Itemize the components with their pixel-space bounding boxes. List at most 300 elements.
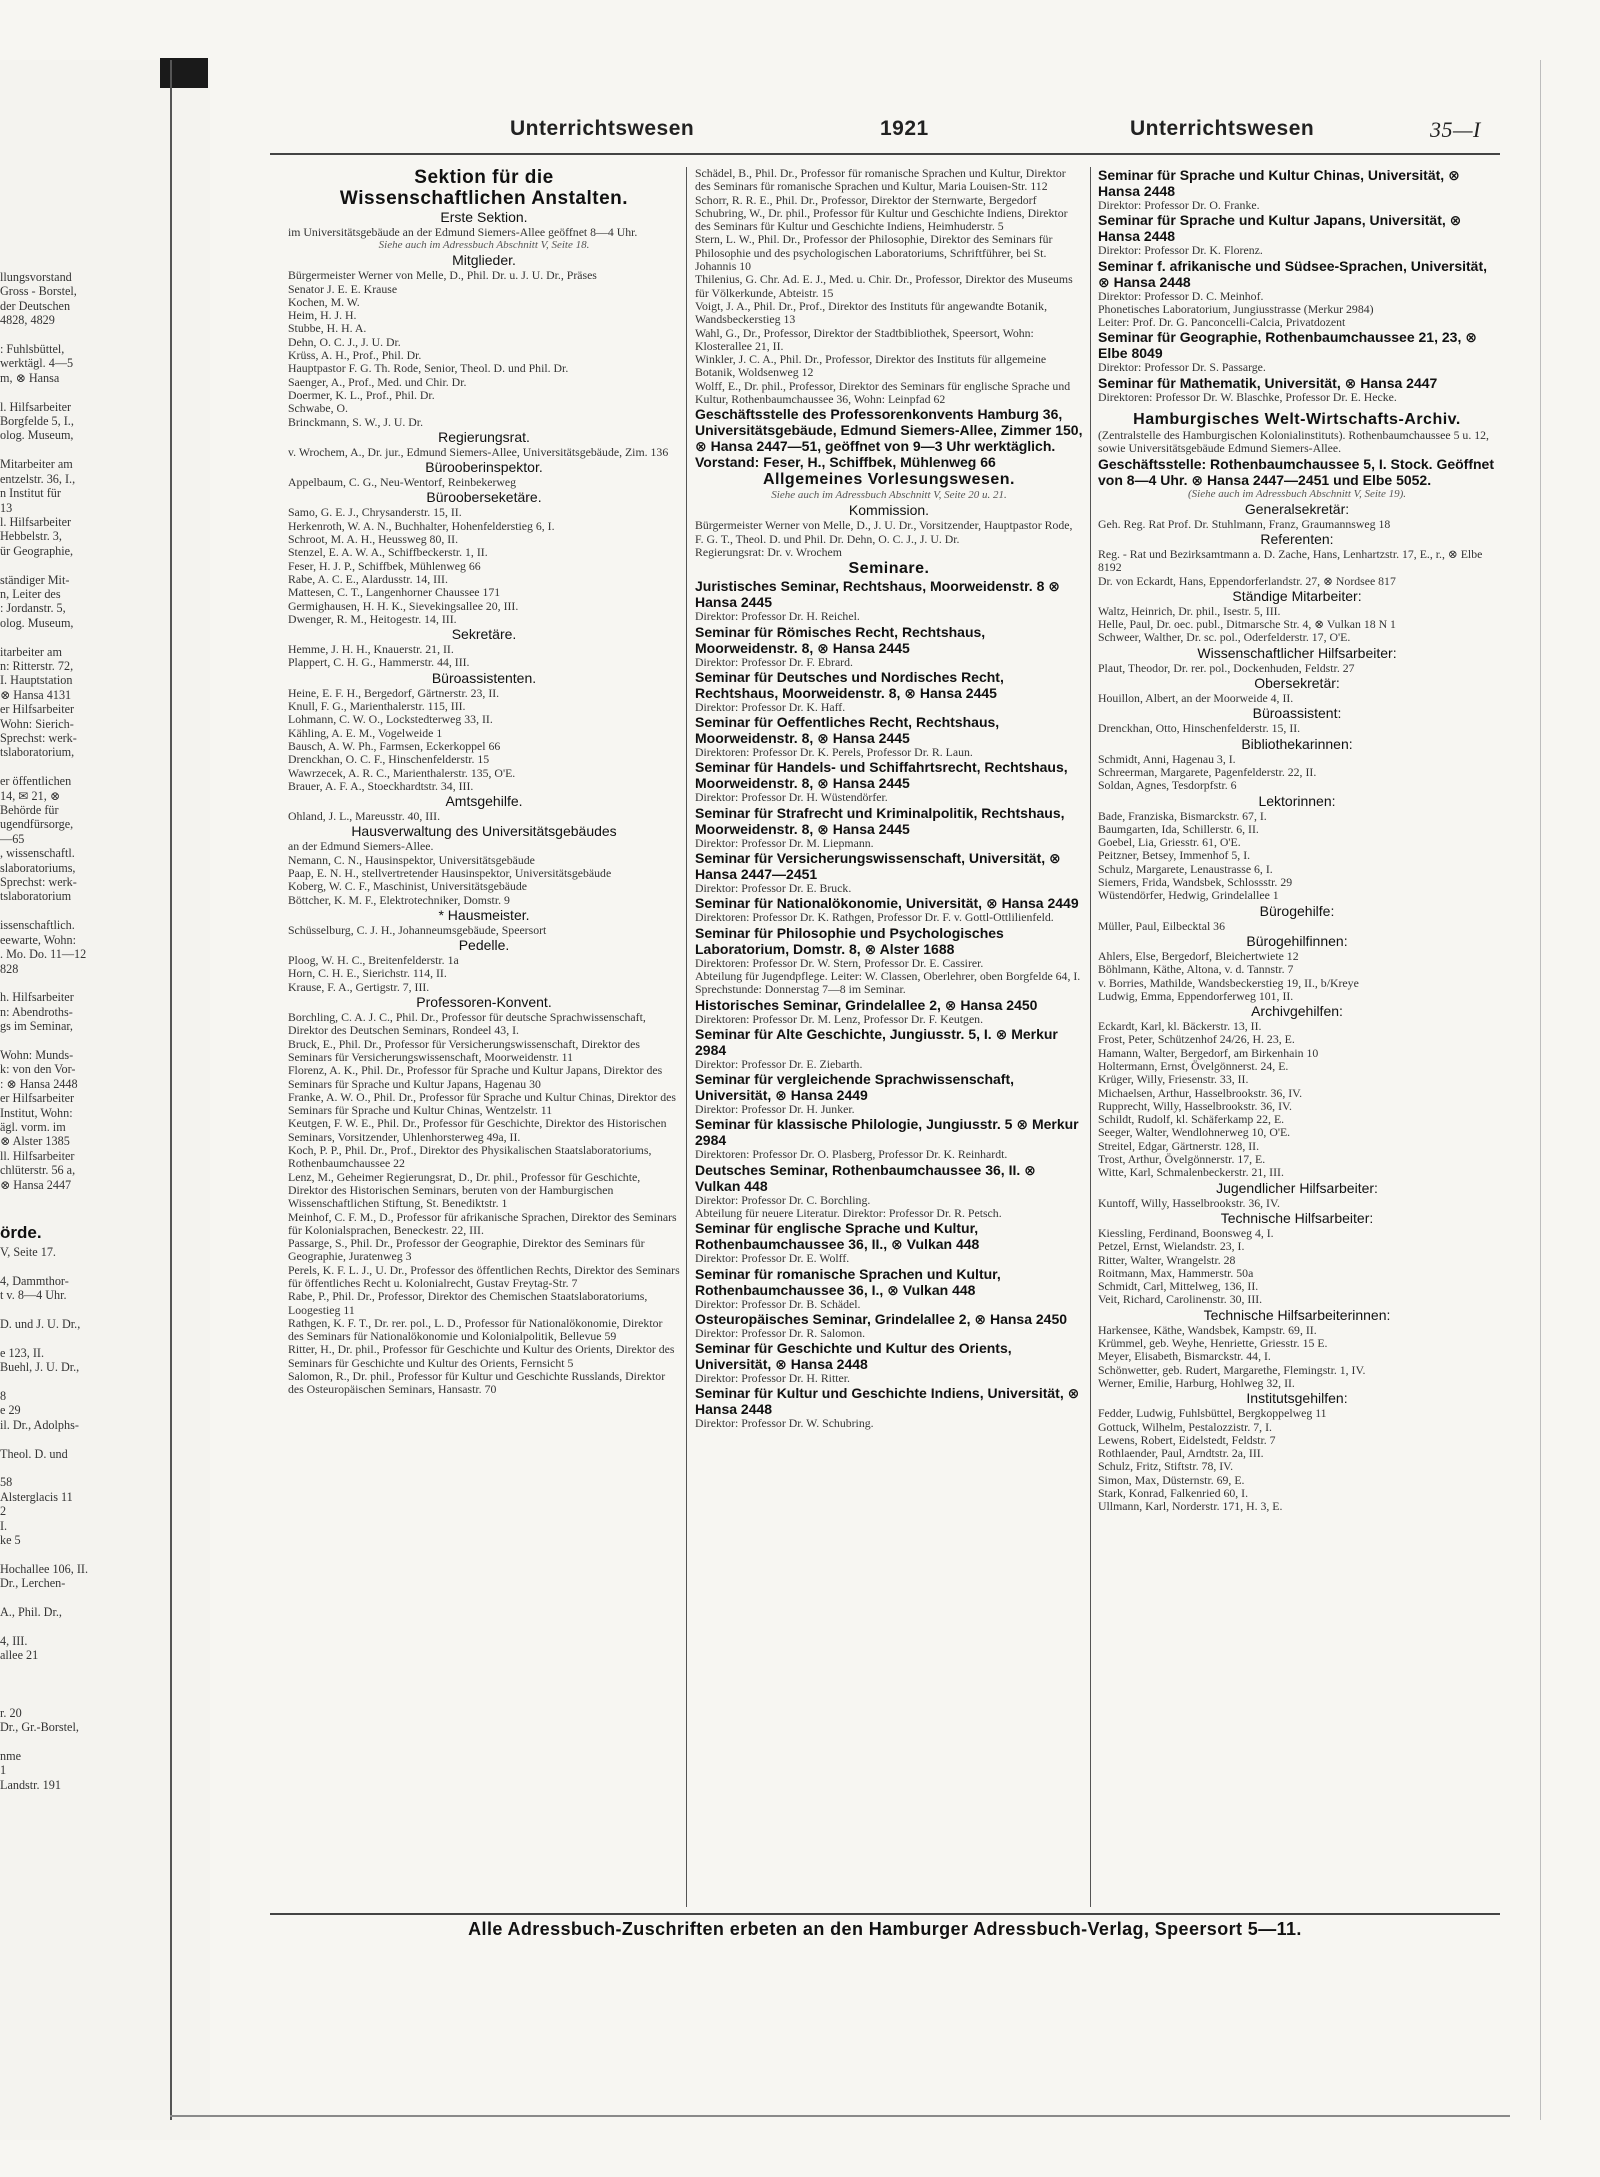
entry-text: Hauptpastor F. G. Th. Rode, Senior, Theol. D. und Phil. Dr. <box>288 361 569 376</box>
entry-text: Holtermann, Ernst, Övelgönnerst. 24, E. <box>1098 1058 1289 1073</box>
entry-text: Direktor: Professor D. C. Meinhof. <box>1098 288 1264 303</box>
adjacent-page-line: Gross - Borstel, <box>0 284 77 299</box>
institution-entry: Seminar für Handels- und Schiffahrtsrecht, Rechtshaus, Moorweidenstr. 8, ⊗ Hansa 2445 <box>695 759 1068 792</box>
page-fold-line <box>170 60 172 2120</box>
entry-text: Gottuck, Wilhelm, Pestalozzistr. 7, I. <box>1098 1419 1272 1434</box>
page-right-edge <box>1540 60 1541 2120</box>
entry-text: Ludwig, Emma, Eppendorferweg 101, II. <box>1098 988 1294 1003</box>
adjacent-page-line: il. Dr., Adolphs- <box>0 1417 79 1432</box>
subheading: Mitglieder. <box>452 252 516 269</box>
adjacent-page-line: 4828, 4829 <box>0 313 55 328</box>
entry-text: Seeger, Walter, Wendlohnerweg 10, O'E. <box>1098 1125 1291 1140</box>
entry-text: Ritter, H., Dr. phil., Professor für Geschichte und Kultur des Orients, Direktor des Seminars für Geschichte und Kultur des Orients, Fernsicht 5 <box>288 1342 675 1370</box>
entry-text: Plaut, Theodor, Dr. rer. pol., Dockenhuden, Feldstr. 27 <box>1098 660 1355 675</box>
entry-text: Streitel, Edgar, Gärtnerstr. 128, II. <box>1098 1138 1260 1153</box>
entry-text: Rothlaender, Paul, Arndtstr. 2a, III. <box>1098 1446 1264 1461</box>
adjacent-page-line: issenschaftlich. <box>0 918 75 933</box>
adjacent-page-line: Institut, Wohn: <box>0 1105 73 1120</box>
entry-text: Phonetisches Laboratorium, Jungiusstrasse (Merkur 2984) <box>1098 301 1374 316</box>
directory-page <box>270 105 1500 2045</box>
entry-text: an der Edmund Siemers-Allee. <box>288 839 434 854</box>
institution-entry: Juristisches Seminar, Rechtshaus, Moorweidenstr. 8 ⊗ Hansa 2445 <box>695 578 1060 611</box>
subheading: Pedelle. <box>458 937 510 954</box>
entry-text: Böhlmann, Käthe, Altona, v. d. Tannstr. 7 <box>1098 962 1294 977</box>
entry-text: Direktor: Professor Dr. F. Ebrard. <box>695 654 853 669</box>
entry-text: Stern, L. W., Phil. Dr., Professor der Philosophie, Direktor des Seminars für Philosophie und des psychologischen Laboratoriums, Schriftführer, bei St. Johannis 10 <box>695 232 1053 274</box>
adjacent-page-line <box>0 1259 160 1273</box>
institution-entry: Seminar für vergleichende Sprachwissenschaft, Universität, ⊗ Hansa 2449 <box>695 1071 1015 1104</box>
adjacent-page-line <box>0 443 160 457</box>
entry-text: Heim, H. J. H. <box>288 308 357 323</box>
entry-text: Plappert, C. H. G., Hammerstr. 44, III. <box>288 655 470 670</box>
subheading: Ständige Mitarbeiter: <box>1232 587 1362 604</box>
entry-text: Werner, Emilie, Harburg, Hohlweg 32, II. <box>1098 1375 1295 1390</box>
entry-text: Schmidt, Anni, Hagenau 3, I. <box>1098 751 1236 766</box>
entry-text: Direktoren: Professor Dr. K. Perels, Professor Dr. R. Laun. <box>695 745 973 760</box>
cross-reference-note: (Siehe auch im Adressbuch Abschnitt V, Seite 19). <box>1187 487 1407 500</box>
adjacent-page-line <box>0 904 160 918</box>
entry-text: Goebel, Lia, Griesstr. 61, O'E. <box>1098 835 1241 850</box>
running-head-right: Unterrichtswesen <box>1130 117 1315 140</box>
subheading: Technische Hilfsarbeiter: <box>1220 1209 1374 1226</box>
entry-text: Direktor: Professor Dr. H. Reichel. <box>695 609 860 624</box>
adjacent-page-line: nme <box>0 1749 21 1764</box>
entry-text: Abteilung für neuere Literatur. Direktor: Professor Dr. R. Petsch. <box>695 1205 1002 1220</box>
adjacent-page-line: Landstr. 191 <box>0 1777 61 1792</box>
entry-text: Schweer, Walther, Dr. sc. pol., Oderfelderstr. 17, O'E. <box>1098 630 1351 645</box>
entry-text: Keutgen, F. W. E., Phil. Dr., Professor für Geschichte, Direktor des Historischen Seminars, Vorsitzender, Uhlenhorsterweg 49a, II. <box>288 1116 667 1144</box>
adjacent-page-line: , wissenschaftl. <box>0 846 75 861</box>
entry-text: Borchling, C. A. J. C., Phil. Dr., Professor für deutsche Sprachwissenschaft, Direktor des Deutschen Seminars, Rondeel 43, I. <box>288 1010 646 1038</box>
entry-text: Horn, C. H. E., Sierichstr. 114, II. <box>288 966 447 981</box>
entry-text: Kochen, M. W. <box>288 294 360 309</box>
entry-text: Hamann, Walter, Bergedorf, am Birkenhain 10 <box>1098 1045 1319 1060</box>
entry-text: Direktor: Professor Dr. O. Franke. <box>1098 198 1260 212</box>
institution-entry: Seminar für Alte Geschichte, Jungiusstr. 5, I. ⊗ Merkur 2984 <box>695 1025 1058 1058</box>
adjacent-page-text <box>0 270 160 1792</box>
adjacent-page-line: m, ⊗ Hansa <box>0 370 60 385</box>
entry-text: Lenz, M., Geheimer Regierungsrat, D., Dr. phil., Professor für Geschichte, Direktor des Historischen Seminars, beruten von der Hamburgischen Wissenschaftlichen Stiftung, St. Benediktstr. 1 <box>288 1169 641 1211</box>
entry-text: Direktoren: Professor Dr. W. Stern, Professor Dr. E. Cassirer. <box>695 955 984 970</box>
entry-text: Winkler, J. C. A., Phil. Dr., Professor, Direktor des Instituts für allgemeine Botanik, Woldsenweg 12 <box>695 352 1047 380</box>
institution-entry: Seminar für romanische Sprachen und Kultur, Rothenbaumchaussee 36, I., ⊗ Vulkan 448 <box>695 1265 1001 1298</box>
entry-text: Kuntoff, Willy, Hasselbrookstr. 36, IV. <box>1098 1195 1280 1210</box>
adjacent-page-line <box>0 1735 160 1749</box>
entry-text: Bürgermeister Werner von Melle, D., J. U. Dr., Vorsitzender, Hauptpastor Rode, F. G. T., Theol. D. und Phil. Dr. Dehn, O. C. J., J. U. Dr. <box>695 518 1073 546</box>
entry-text: Direktoren: Professor Dr. M. Lenz, Professor Dr. F. Keutgen. <box>695 1011 984 1026</box>
subheading: Bürooberseketäre. <box>426 489 542 506</box>
adjacent-page-line: allee 21 <box>0 1648 39 1663</box>
adjacent-page-line: e 29 <box>0 1403 21 1418</box>
institution-entry: Osteuropäisches Seminar, Grindelallee 2, ⊗ Hansa 2450 <box>695 1310 1068 1327</box>
entry-text: Heine, E. F. H., Bergedorf, Gärtnerstr. 23, II. <box>288 685 500 700</box>
entry-text: Trost, Arthur, Övelgönnerstr. 17, E. <box>1098 1152 1266 1167</box>
header-rule <box>270 153 1500 155</box>
institution-entry: Seminar für Geographie, Rothenbaumchaussee 21, 23, ⊗ Elbe 8049 <box>1098 329 1477 362</box>
adjacent-page-line: itarbeiter am <box>0 644 62 659</box>
adjacent-page-line <box>0 1192 160 1206</box>
adjacent-page-strip <box>0 60 210 2140</box>
entry-text: Doermer, K. L., Prof., Phil. Dr. <box>288 387 435 402</box>
cross-reference-note: Siehe auch im Adressbuch Abschnitt V, Seite 20 u. 21. <box>771 489 1007 502</box>
section-title: Sektion für die <box>414 167 554 188</box>
adjacent-page-line: ür Geographie, <box>0 543 74 558</box>
entry-text: Witte, Karl, Schmalenbeckerstr. 21, III. <box>1098 1165 1284 1180</box>
entry-text: Bürgermeister Werner von Melle, D., Phil. Dr. u. J. U. Dr., Präses <box>288 268 597 283</box>
adjacent-page-line: werktägl. 4—5 <box>0 356 74 371</box>
adjacent-page-line: h. Hilfsarbeiter <box>0 990 74 1005</box>
entry-text: Kiessling, Ferdinand, Boonsweg 4, I. <box>1098 1225 1274 1240</box>
entry-text: Lohmann, C. W. O., Lockstedterweg 33, II. <box>288 712 493 727</box>
entry-text: Schönwetter, geb. Rudert, Margarethe, Flemingstr. 1, IV. <box>1098 1362 1366 1377</box>
page-bottom-edge <box>170 2115 1510 2117</box>
section-heading: Hamburgisches Welt-Wirtschafts-Archiv. <box>1133 411 1461 429</box>
section-heading: Seminare. <box>848 560 930 578</box>
adjacent-page-line: llungsvorstand <box>0 270 72 284</box>
entry-text: Schmidt, Carl, Mittelweg, 136, II. <box>1098 1279 1259 1294</box>
entry-text: Lewens, Robert, Eidelstedt, Feldstr. 7 <box>1098 1432 1276 1447</box>
section-heading: Allgemeines Vorlesungswesen. <box>762 471 1015 489</box>
adjacent-page-line <box>0 328 160 342</box>
subheading: Hausverwaltung des Universitätsgebäudes <box>351 823 617 840</box>
entry-text: Kähling, A. E. M., Vogelweide 1 <box>288 725 443 740</box>
subheading: Obersekretär: <box>1254 675 1340 692</box>
entry-text: Siemers, Frida, Wandsbek, Schlossstr. 29 <box>1098 875 1293 890</box>
entry-text: Meinhof, C. F. M., D., Professor für afrikanische Sprachen, Direktor des Seminars für Kolonialsprachen, Beneckestr. 22, III. <box>288 1209 677 1237</box>
entry-text: Salomon, R., Dr. phil., Professor für Kultur und Geschichte Russlands, Direktor des Osteuropäischen Seminars, Hansastr. 70 <box>288 1369 666 1397</box>
adjacent-page-line: 828 <box>0 961 19 976</box>
entry-text: Schubring, W., Dr. phil., Professor für Kultur und Geschichte Indiens, Direktor des Seminars für Kultur und Geschichte Indiens, Heimhuderstr. 5 <box>695 205 1068 234</box>
entry-text: Abteilung für Jugendpflege. Leiter: W. Classen, Oberlehrer, oben Borgfelde 64, I. Sprechstunde: Donnerstag 7—8 im Seminar. <box>695 968 1081 997</box>
adjacent-page-line <box>0 1432 160 1446</box>
entry-text: Direktor: Professor Dr. E. Ziebarth. <box>695 1056 863 1071</box>
entry-text: Senator J. E. E. Krause <box>288 281 398 296</box>
adjacent-page-line: n, Leiter des <box>0 586 61 601</box>
entry-text: Perels, K. F. L. J., U. Dr., Professor des öffentlichen Rechts, Direktor des Seminars für öffentliches Recht u. Kolonialrecht, Gustav Freytag-Str. 7 <box>288 1262 680 1290</box>
subheading: Amtsgehilfe. <box>445 793 523 810</box>
adjacent-page-line: Alsterglacis 11 <box>0 1489 73 1504</box>
entry-text: Direktoren: Professor Dr. K. Rathgen, Professor Dr. F. v. Gottl-Ottlilienfeld. <box>695 910 1054 925</box>
adjacent-page-line: 8 <box>0 1388 7 1403</box>
entry-text: Feser, H. J. P., Schiffbek, Mühlenweg 66 <box>288 558 481 573</box>
adjacent-page-line: er Hilfsarbeiter <box>0 702 75 717</box>
entry-text: Schwabe, O. <box>288 401 348 416</box>
adjacent-page-line: entzelstr. 36, I., <box>0 471 76 486</box>
adjacent-page-line: A., Phil. Dr., <box>0 1604 62 1619</box>
entry-text: Wüstendörfer, Hedwig, Grindelallee 1 <box>1098 888 1279 903</box>
column-divider <box>1090 167 1091 1907</box>
institution-entry: Historisches Seminar, Grindelallee 2, ⊗ Hansa 2450 <box>695 996 1038 1013</box>
entry-text: Germighausen, H. H. K., Sievekingsallee 20, III. <box>288 598 519 613</box>
adjacent-page-line: n Institut für <box>0 486 61 501</box>
adjacent-page-line: n: Ritterstr. 72, <box>0 658 74 673</box>
entry-text: im Universitätsgebäude an der Edmund Siemers-Allee geöffnet 8—4 Uhr. <box>288 225 638 239</box>
adjacent-page-line: I. <box>0 1518 8 1533</box>
entry-text: Baumgarten, Ida, Schillerstr. 6, II. <box>1098 821 1259 836</box>
entry-text: Appelbaum, C. G., Neu-Wentorf, Reinbekerweg <box>288 475 517 490</box>
entry-text: Nemann, C. N., Hausinspektor, Universitätsgebäude <box>288 852 535 867</box>
adjacent-page-line: ⊗ Hansa 2447 <box>0 1177 72 1192</box>
entry-text: Ullmann, Karl, Norderstr. 171, H. 3, E. <box>1098 1499 1283 1514</box>
entry-text: Herkenroth, W. A. N., Buchhalter, Hohenfelderstieg 6, I. <box>288 518 555 533</box>
adjacent-page-line: : ⊗ Hansa 2448 <box>0 1076 78 1091</box>
adjacent-page-line: Dr., Gr.-Borstel, <box>0 1720 79 1735</box>
entry-text: Fedder, Ludwig, Fuhlsbüttel, Bergkoppelweg 11 <box>1098 1406 1327 1421</box>
entry-text: Reg. - Rat und Bezirksamtmann a. D. Zache, Hans, Lenhartzstr. 17, E., r., ⊗ Elbe 8192 <box>1098 546 1483 575</box>
adjacent-page-line: : Fuhlsbüttel, <box>0 342 65 357</box>
adjacent-page-line: . Mo. Do. 11—12 <box>0 947 87 962</box>
entry-text: Veit, Richard, Carolinenstr. 30, III. <box>1098 1292 1263 1307</box>
institution-entry: Seminar für Geschichte und Kultur des Orients, Universität, ⊗ Hansa 2448 <box>695 1340 1012 1373</box>
adjacent-page-line <box>0 1461 160 1475</box>
adjacent-page-line <box>0 1677 160 1691</box>
adjacent-page-line: Dr., Lerchen- <box>0 1576 66 1591</box>
footer-rule <box>270 1913 1500 1915</box>
entry-text: Michaelsen, Arthur, Hasselbrookstr. 36, IV. <box>1098 1085 1303 1100</box>
entry-text: Petzel, Ernst, Wielandstr. 23, I. <box>1098 1239 1245 1254</box>
entry-text: Schüsselburg, C. J. H., Johanneumsgebäude, Speersort <box>288 922 547 937</box>
column-left <box>288 167 680 1907</box>
subheading: Technische Hilfsarbeiterinnen: <box>1203 1306 1391 1323</box>
institution-entry: Seminar für Nationalökonomie, Universität, ⊗ Hansa 2449 <box>695 895 1079 912</box>
entry-text: Samo, G. E. J., Chrysanderstr. 15, II. <box>288 505 462 520</box>
adjacent-page-line: e 123, II. <box>0 1345 44 1360</box>
institution-entry: Seminar für Sprache und Kultur Japans, Universität, ⊗ Hansa 2448 <box>1098 212 1462 245</box>
entry-text: Ploog, W. H. C., Breitenfelderstr. 1a <box>288 953 459 968</box>
entry-text: Dwenger, R. M., Heitogestr. 14, III. <box>288 611 457 626</box>
subheading: * Hausmeister. <box>438 906 530 923</box>
adjacent-page-line: Hebbelstr. 3, <box>0 529 62 544</box>
institution-entry: Deutsches Seminar, Rothenbaumchaussee 36, II. ⊗ Vulkan 448 <box>695 1161 1036 1194</box>
subheading: Regierungsrat. <box>438 428 530 445</box>
institution-entry: Seminar f. afrikanische und Südsee-Sprachen, Universität, ⊗ Hansa 2448 <box>1098 257 1488 290</box>
adjacent-page-line: tslaboratorium <box>0 889 72 904</box>
entry-text: Koch, P. P., Phil. Dr., Prof., Direktor des Physikalischen Staatslaboratoriums, Rothenbaumchaussee 22 <box>288 1143 652 1171</box>
entry-text: Rupprecht, Willy, Hasselbrookstr. 36, IV. <box>1098 1098 1292 1113</box>
adjacent-page-line: 2 <box>0 1504 7 1519</box>
subheading: Erste Sektion. <box>440 209 528 225</box>
adjacent-page-line: Sprechst: werk- <box>0 875 77 890</box>
entry-text: Waltz, Heinrich, Dr. phil., Isestr. 5, III. <box>1098 603 1281 618</box>
publisher-footer: Alle Adressbuch-Zuschriften erbeten an den Hamburger Adressbuch-Verlag, Speersort 5—11. <box>468 1919 1302 1939</box>
entry-text: Direktor: Professor Dr. H. Wüstendörfer. <box>695 790 888 805</box>
entry-text: Koberg, W. C. F., Maschinist, Universitätsgebäude <box>288 879 528 894</box>
adjacent-page-line: örde. <box>0 1222 42 1242</box>
subheading: Jugendlicher Hilfsarbeiter: <box>1216 1179 1378 1196</box>
entry-text: Direktor: Professor Dr. B. Schädel. <box>695 1296 861 1311</box>
subheading: Referenten: <box>1260 530 1334 547</box>
entry-text: Stubbe, H. H. A. <box>288 321 367 336</box>
institution-entry: Seminar für Kultur und Geschichte Indiens, Universität, ⊗ Hansa 2448 <box>695 1385 1080 1418</box>
adjacent-page-line <box>0 1691 160 1705</box>
adjacent-page-line: Borgfelde 5, I., <box>0 414 74 429</box>
entry-text: Bausch, A. W. Ph., Farmsen, Eckerkoppel 66 <box>288 738 501 753</box>
adjacent-page-line <box>0 1302 160 1316</box>
adjacent-page-line: l. Hilfsarbeiter <box>0 514 72 529</box>
subheading: Büroassistent: <box>1252 705 1342 722</box>
page-number: 35—I <box>1430 117 1481 142</box>
subheading: Generalsekretär: <box>1244 500 1350 517</box>
entry-text: Krause, F. A., Gertigstr. 7, III. <box>288 979 430 994</box>
entry-text: Direktor: Professor Dr. H. Ritter. <box>695 1371 850 1386</box>
entry-text: Saenger, A., Prof., Med. und Chir. Dr. <box>288 374 467 389</box>
entry-text: Roitmann, Max, Hammerstr. 50a <box>1098 1265 1254 1280</box>
entry-text: v. Wrochem, A., Dr. jur., Edmund Siemers-Allee, Universitätsgebäude, Zim. 136 <box>288 444 669 459</box>
adjacent-page-line: ugendfürsorge, <box>0 817 74 832</box>
adjacent-page-line <box>0 1206 160 1220</box>
adjacent-page-line: olog. Museum, <box>0 428 74 443</box>
entry-text: Hemme, J. H. H., Knauerstr. 21, II. <box>288 642 454 657</box>
subheading: Büroassistenten. <box>431 669 537 686</box>
running-head-left: Unterrichtswesen <box>510 117 695 140</box>
entry-text: Krüss, A. H., Prof., Phil. Dr. <box>288 348 422 363</box>
entry-text: Wawrzecek, A. R. C., Marienthalerstr. 135, O'E. <box>288 765 516 780</box>
adjacent-page-line: ⊗ Hansa 4131 <box>0 687 72 702</box>
entry-text: Harkensee, Käthe, Wandsbek, Kampstr. 69, II. <box>1098 1322 1317 1337</box>
adjacent-page-line: 4, III. <box>0 1633 28 1648</box>
entry-text: Thilenius, G. Chr. Ad. E. J., Med. u. Chir. Dr., Professor, Direktor des Museums für Völkerkunde, Abteistr. 15 <box>695 272 1073 300</box>
entry-text: Schulz, Margarete, Lenaustrasse 6, I. <box>1098 861 1273 876</box>
subheading: Bibliothekarinnen: <box>1241 735 1353 752</box>
adjacent-page-line: 4, Dammthor- <box>0 1273 69 1288</box>
entry-text: Direktor: Professor Dr. K. Haff. <box>695 699 846 714</box>
adjacent-page-line: der Deutschen <box>0 298 71 313</box>
adjacent-page-line <box>0 385 160 399</box>
entry-text: Dr. von Eckardt, Hans, Eppendorferlandstr. 27, ⊗ Nordsee 817 <box>1098 573 1396 588</box>
column-right <box>1098 167 1496 1907</box>
subheading: Professoren-Konvent. <box>416 994 552 1011</box>
entry-text: Passarge, S., Phil. Dr., Professor der Geographie, Direktor des Seminars für Geographie, Juratenweg 3 <box>288 1236 645 1264</box>
entry-text: v. Borries, Mathilde, Wandsbeckerstieg 19, II., b/Kreye <box>1098 975 1359 990</box>
entry-text: Dehn, O. C. J., J. U. Dr. <box>288 334 401 349</box>
entry-text: Direktor: Professor Dr. E. Wolff. <box>695 1251 850 1266</box>
entry-text: Schädel, B., Phil. Dr., Professor für romanische Sprachen und Kultur, Direktor des Seminars für romanische Sprachen und Kultur, Maria Louisen-Str. 112 <box>695 167 1066 194</box>
entry-text: Direktoren: Professor Dr. O. Plasberg, Professor Dr. K. Reinhardt. <box>695 1147 1008 1162</box>
adjacent-page-line <box>0 760 160 774</box>
entry-text: Direktor: Professor Dr. E. Bruck. <box>695 881 852 896</box>
institution-entry: Geschäftsstelle des Professorenkonvents Hamburg 36, Universitätsgebäude, Edmund Siemers-Allee, Zimmer 150, ⊗ Hansa 2447—51, geöffnet von 9—3 Uhr werktäglich. Vorstand: Feser, H., Schiffbek, Mühlenweg 66 <box>695 406 1083 471</box>
adjacent-page-line: n: Abendroths- <box>0 1004 73 1019</box>
adjacent-page-line: chlüterstr. 56 a, <box>0 1163 76 1178</box>
adjacent-page-line: Wohn: Sierich- <box>0 716 74 731</box>
adjacent-page-line: r. 20 <box>0 1705 22 1720</box>
column-divider <box>686 167 687 1907</box>
entry-text: Franke, A. W. O., Phil. Dr., Professor für Sprache und Kultur Chinas, Direktor des Seminars für Sprache und Kultur Chinas, Wentzelstr. 11 <box>288 1089 676 1118</box>
adjacent-page-line <box>0 1663 160 1677</box>
entry-text: Direktor: Professor Dr. C. Borchling. <box>695 1192 871 1207</box>
entry-text: Eckardt, Karl, kl. Bäckerstr. 13, II. <box>1098 1019 1262 1034</box>
institution-entry: Seminar für Deutsches und Nordisches Recht, Rechtshaus, Moorweidenstr. 8, ⊗ Hansa 2445 <box>695 668 1004 701</box>
entry-text: Geh. Reg. Rat Prof. Dr. Stuhlmann, Franz, Graumannsweg 18 <box>1098 516 1391 531</box>
entry-text: Regierungsrat: Dr. v. Wrochem <box>695 544 842 559</box>
adjacent-page-line: V, Seite 17. <box>0 1244 56 1259</box>
entry-text: Wolff, E., Dr. phil., Professor, Direktor des Seminars für englische Sprache und Kultur, Rothenbaumchaussee 36, Wohn: Leinpfad 62 <box>695 378 1071 407</box>
entry-text: Paap, E. N. H., stellvertretender Hausinspektor, Universitätsgebäude <box>288 865 612 880</box>
adjacent-page-line <box>0 558 160 572</box>
subheading: Institutsgehilfen: <box>1246 1390 1348 1407</box>
entry-text: Ohland, J. L., Mareusstr. 40, III. <box>288 809 441 824</box>
entry-text: Krüger, Willy, Friesenstr. 33, II. <box>1098 1072 1249 1087</box>
adjacent-page-line: 13 <box>0 500 13 515</box>
adjacent-page-line: 1 <box>0 1763 7 1778</box>
adjacent-page-line <box>0 1331 160 1345</box>
entry-text: Direktor: Professor Dr. W. Schubring. <box>695 1416 874 1431</box>
adjacent-page-line: —65 <box>0 831 25 846</box>
entry-text: Meyer, Elisabeth, Bismarckstr. 44, I. <box>1098 1349 1271 1364</box>
adjacent-page-line: tslaboratorium, <box>0 745 75 760</box>
entry-text: Direktor: Professor Dr. S. Passarge. <box>1098 360 1266 375</box>
entry-text: Schreerman, Margarete, Pagenfelderstr. 22, II. <box>1098 764 1317 779</box>
entry-text: Bade, Franziska, Bismarckstr. 67, I. <box>1098 808 1267 823</box>
adjacent-page-line: t v. 8—4 Uhr. <box>0 1288 67 1303</box>
entry-text: Helle, Paul, Dr. oec. publ., Ditmarsche Str. 4, ⊗ Vulkan 18 N 1 <box>1098 617 1396 632</box>
entry-text: (Zentralstelle des Hamburgischen Kolonialinstituts). Rothenbaumchaussee 5 u. 12, sowie Universitätsgebäude Edmund Siemers-Allee. <box>1098 428 1489 456</box>
entry-text: Direktoren: Professor Dr. W. Blaschke, Professor Dr. E. Hecke. <box>1098 389 1397 404</box>
entry-text: Drenckhan, Otto, Hinschenfelderstr. 15, II. <box>1098 721 1301 736</box>
adjacent-page-line: D. und J. U. Dr., <box>0 1316 81 1331</box>
entry-text: Direktor: Professor Dr. K. Florenz. <box>1098 243 1263 258</box>
adjacent-page-line: 58 <box>0 1475 13 1490</box>
institution-entry: Seminar für Strafrecht und Kriminalpolitik, Rechtshaus, Moorweidenstr. 8, ⊗ Hansa 2445 <box>695 804 1065 837</box>
adjacent-page-line <box>0 1034 160 1048</box>
entry-text: Direktor: Professor Dr. H. Junker. <box>695 1102 855 1117</box>
entry-text: Florenz, A. K., Phil. Dr., Professor für Sprache und Kultur Japans, Direktor des Seminars für Sprache und Kultur Japans, Hagenau 30 <box>288 1063 663 1091</box>
adjacent-page-line: 14, ✉ 21, ⊗ <box>0 788 61 803</box>
entry-text: Direktor: Professor Dr. R. Salomon. <box>695 1325 866 1340</box>
entry-text: Drenckhan, O. C. F., Hinschenfelderstr. 15 <box>288 752 490 767</box>
entry-text: Peitzner, Betsey, Immenhof 5, I. <box>1098 848 1251 863</box>
cross-reference-note: Siehe auch im Adressbuch Abschnitt V, Seite 18. <box>378 239 590 252</box>
adjacent-page-line: slaboratoriums, <box>0 860 76 875</box>
entry-text: Schorr, R. R. E., Phil. Dr., Professor, Direktor der Sternwarte, Bergedorf <box>695 192 1037 207</box>
subheading: Sekretäre. <box>451 626 517 643</box>
entry-text: Rathgen, K. F. T., Dr. rer. pol., L. D., Professor für Nationalökonomie, Direktor des Seminars für Nationalökonomie und Kolonialpolitik, Bellevue 59 <box>288 1315 663 1344</box>
adjacent-page-line <box>0 976 160 990</box>
adjacent-page-line: Theol. D. und <box>0 1446 68 1461</box>
adjacent-page-line: Buehl, J. U. Dr., <box>0 1360 80 1375</box>
adjacent-page-line: ⊗ Alster 1385 <box>0 1134 70 1149</box>
subheading: Wissenschaftlicher Hilfsarbeiter: <box>1197 644 1397 661</box>
entry-text: Mattesen, C. T., Langenhorner Chaussee 171 <box>288 585 501 600</box>
column-middle <box>695 167 1083 1907</box>
institution-entry: Seminar für klassische Philologie, Jungiusstr. 5 ⊗ Merkur 2984 <box>695 1116 1079 1149</box>
subheading: Bürogehilfe: <box>1259 902 1335 919</box>
entry-text: Voigt, J. A., Phil. Dr., Prof., Direktor des Instituts für angewandte Botanik, Wandsbeckerstieg 13 <box>695 298 1048 327</box>
entry-text: Rabe, P., Phil. Dr., Professor, Direktor des Chemischen Staatslaboratoriums, Loogestieg 11 <box>288 1289 648 1317</box>
entry-text: Wahl, G., Dr., Professor, Direktor der Stadtbibliothek, Speersort, Wohn: Klosterallee 21, II. <box>695 325 1034 353</box>
adjacent-page-line <box>0 1547 160 1561</box>
adjacent-page-line: : Jordanstr. 5, <box>0 601 66 616</box>
entry-text: Rabe, A. C. E., Alardusstr. 14, III. <box>288 571 448 586</box>
entry-text: Houillon, Albert, an der Moorweide 4, II. <box>1098 691 1294 706</box>
adjacent-page-line: ägl. vorm. im <box>0 1119 66 1134</box>
entry-text: Stenzel, E. A. W. A., Schiffbeckerstr. 1, II. <box>288 545 488 560</box>
subheading: Archivgehilfen: <box>1251 1003 1343 1020</box>
running-head-year: 1921 <box>880 117 929 140</box>
entry-text: Simon, Max, Düsternstr. 69, E. <box>1098 1472 1245 1487</box>
entry-text: Leiter: Prof. Dr. G. Panconcelli-Calcia, Privatdozent <box>1098 315 1346 330</box>
entry-text: Bruck, E., Phil. Dr., Professor für Versicherungswissenschaft, Direktor des Seminars für Versicherungswissenschaft, Moorweidenstr. 11 <box>288 1036 640 1064</box>
adjacent-page-line: l. Hilfsarbeiter <box>0 399 72 414</box>
entry-text: Müller, Paul, Eilbecktal 36 <box>1098 918 1225 933</box>
adjacent-page-line: Wohn: Munds- <box>0 1047 74 1062</box>
entry-text: Knull, F. G., Marienthalerstr. 115, III. <box>288 699 466 714</box>
entry-text: Schroot, M. A. H., Heussweg 80, II. <box>288 532 459 547</box>
entry-text: Ahlers, Else, Bergedorf, Bleichertwiete 12 <box>1098 948 1299 963</box>
adjacent-page-line <box>0 630 160 644</box>
adjacent-page-line <box>0 1374 160 1388</box>
institution-entry: Seminar für englische Sprache und Kultur, Rothenbaumchaussee 36, II., ⊗ Vulkan 448 <box>695 1220 980 1253</box>
